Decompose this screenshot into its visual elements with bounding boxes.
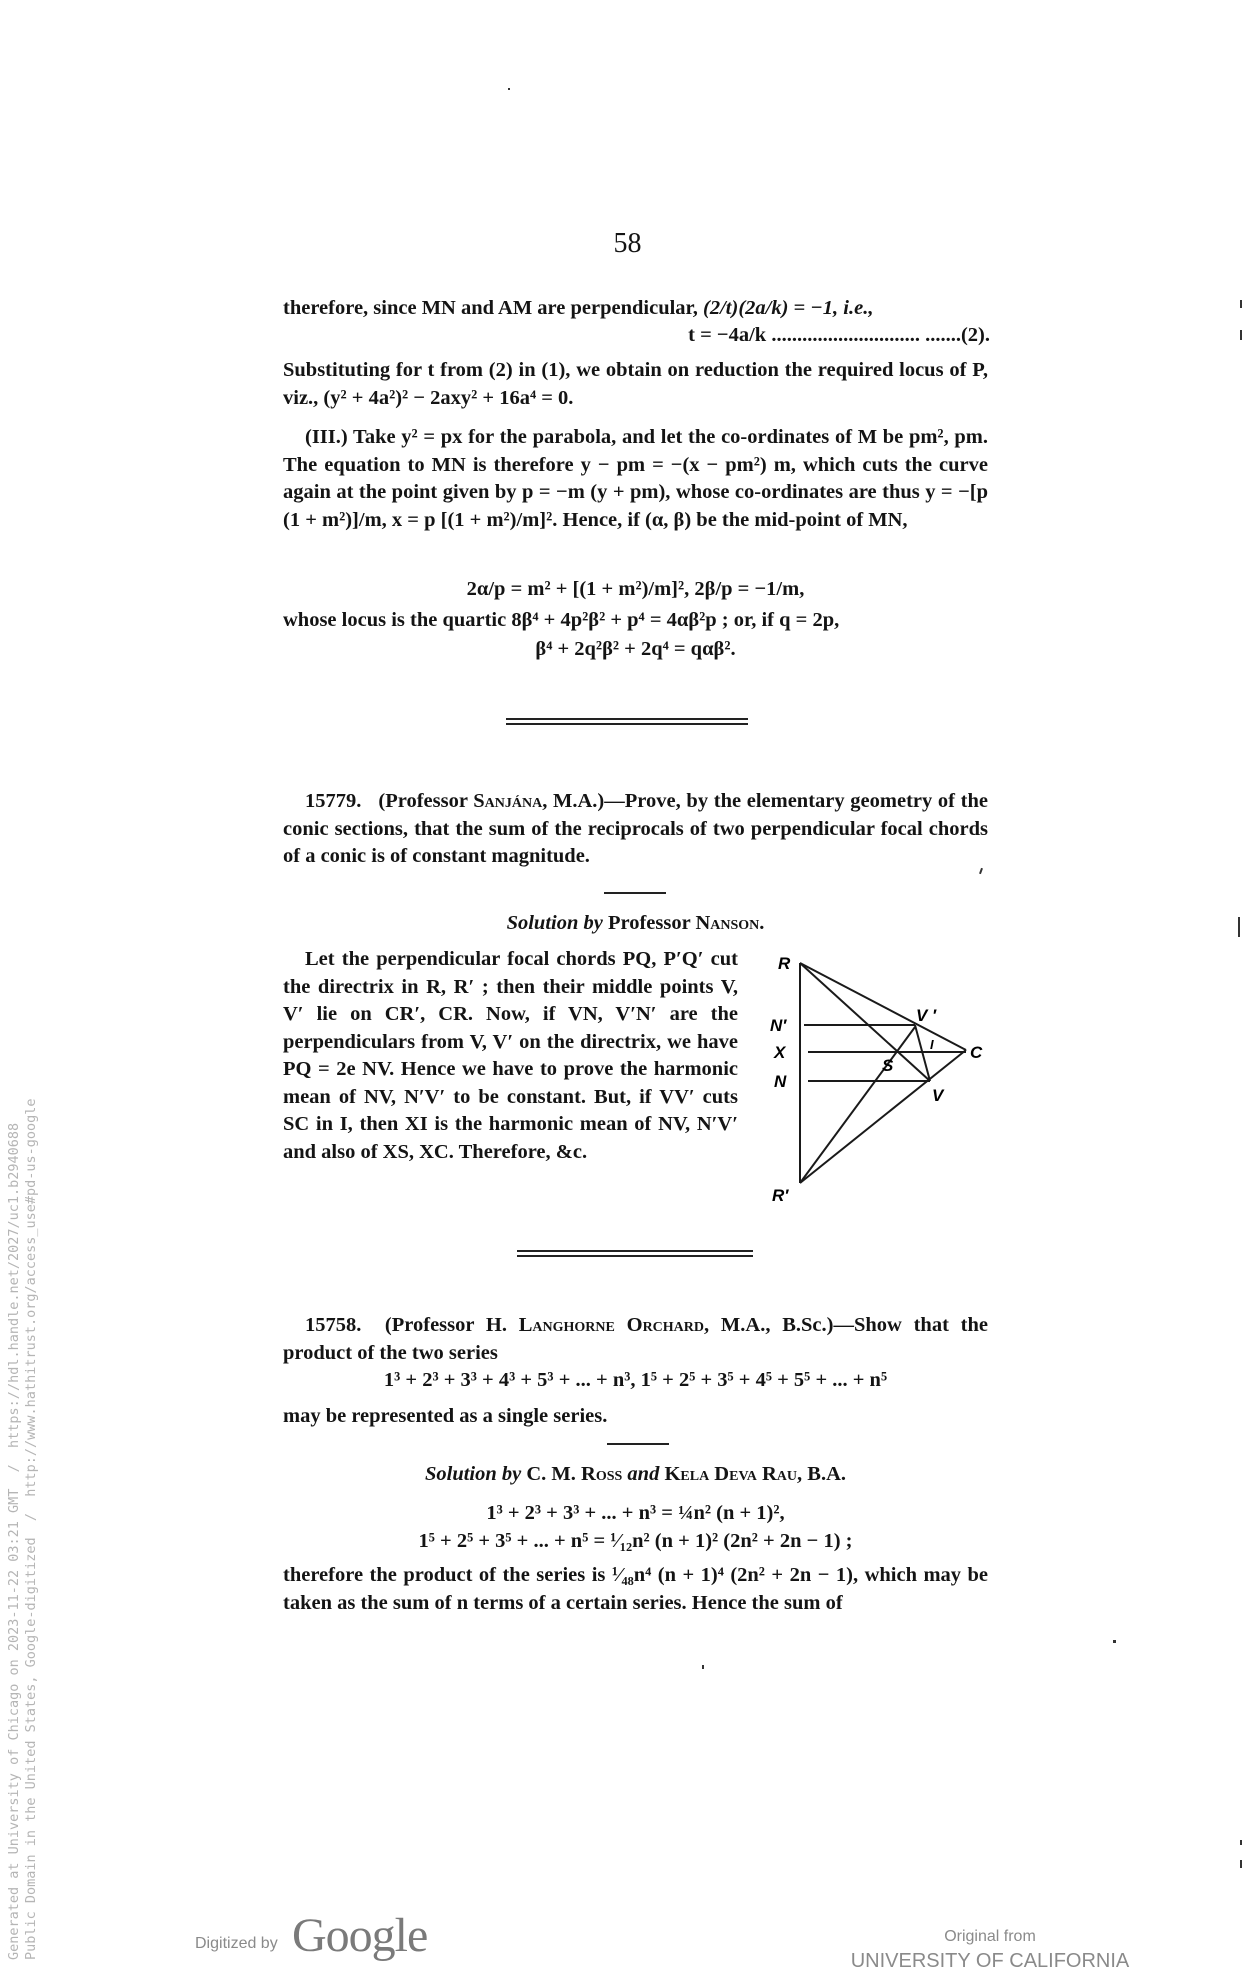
section-divider (506, 718, 748, 725)
equation-2: t = −4a/k ............................. .......(2). (688, 324, 990, 346)
original-from-label: Original from (944, 1928, 1036, 1945)
solution-label: Solution by (506, 912, 603, 934)
equation-quartic: β⁴ + 2q²β² + 2q⁴ = qαβ². (535, 638, 736, 660)
problem-15758-closing: may be represented as a single series. (283, 1405, 608, 1427)
label-S: S (882, 1056, 894, 1075)
text-segment: Professor (602, 912, 696, 934)
equation-midpoint: 2α/p = m² + [(1 + m²)/m]², 2β/p = −1/m, (466, 578, 805, 600)
scan-speck (979, 868, 983, 874)
solution-heading (283, 912, 988, 935)
equation-sum-cubes: 1³ + 2³ + 3³ + ... + n³ = ¼n² (n + 1)², (486, 1502, 785, 1524)
paragraph-quartic: whose locus is the quartic 8β⁴ + 4p²β² + p⁴ = 4αβ²p ; or, if q = 2p, (283, 609, 840, 631)
author-name: Sanjána (473, 790, 543, 812)
text-segment: therefore, since MN and AM are perpendicular, (283, 297, 704, 319)
section-divider (517, 1250, 753, 1257)
label-V-prime: V ′ (916, 1006, 937, 1025)
institution-name: UNIVERSITY OF CALIFORNIA (850, 1950, 1130, 1972)
problem-number: 15779. (305, 790, 362, 812)
label-N-prime: N′ (770, 1016, 787, 1035)
text-and: and (627, 1463, 660, 1485)
equation-inline: (2/t)(2a/k) = −1, (703, 297, 839, 319)
equation-sum-fifths: 1⁵ + 2⁵ + 3⁵ + ... + n⁵ = ¹⁄₁₂n² (n + 1)² (2n² + 2n − 1) ; (418, 1530, 853, 1552)
problem-15758-statement (283, 1312, 988, 1367)
short-divider (604, 892, 666, 894)
solution-author-1: C. M. Ross (521, 1463, 628, 1485)
solution-15779-text: Let the perpendicular focal chords PQ, P′Q′ cut the directrix in R, R′ ; then their middle points V, V′ lie on CR′, CR. Now, if VN, V′N′ are the perpendiculars from V, V′ on the directrix, we have PQ = 2e NV. Hence we have to prove the harmonic mean of NV, N′V′ to be constant. But, if VV′ cuts SC in I, then XI is the harmonic mean of NV, N′V′ and also of XS, XC. Therefore, &c. (283, 948, 738, 1163)
text-segment: , M.A.)—Prove, by the elementary geometry of the conic sections, that the sum of the reciprocals of two perpendicular focal chords of a conic is of constant magnitude. (283, 790, 989, 867)
problem-15779-statement (283, 788, 988, 871)
text-segment: , B.A. (797, 1463, 847, 1485)
label-N: N (774, 1072, 787, 1091)
solution-author: Nanson. (695, 912, 765, 934)
text-segment: (Professor H. (384, 1314, 519, 1336)
solution-author-2: Kela Deva Rau (659, 1463, 798, 1485)
scan-speck (1240, 330, 1242, 340)
label-X: X (774, 1043, 786, 1062)
scan-speck (1113, 1640, 1116, 1643)
line-RC (800, 963, 966, 1050)
scan-speck (1240, 300, 1242, 308)
paragraph-part-iii: (III.) Take y² = px for the parabola, and let the co-ordinates of M be pm², pm. The equation to MN is therefore y − pm = −(x − pm²) m, which cuts the curve again at the point given by p = −m (y + pm), whose co-ordinates are thus y = −[p (1 + m²)]/m, x = p [(1 + m²)/m]². Hence, if (α, β) be the mid-point of MN, (283, 426, 988, 531)
solution-label: Solution by (424, 1463, 522, 1485)
paragraph-substitution: Substituting for t from (2) in (1), we obtain on reduction the required locus of P, viz., (y² + 4a²)² − 2axy² + 16a⁴ = 0. (283, 359, 988, 409)
label-C: C (970, 1043, 983, 1062)
text-segment: , M.A., B.Sc.)—Show that the product of the two series (283, 1314, 988, 1364)
scan-speck (1240, 1840, 1242, 1845)
label-V: V (932, 1086, 944, 1105)
solution-heading (283, 1463, 988, 1486)
digitized-by-label: Digitized by (195, 1935, 278, 1952)
page-number: 58 (613, 228, 642, 259)
label-R: R (778, 954, 791, 973)
label-R-prime: R′ (772, 1186, 789, 1205)
text-segment: (Professor (378, 790, 474, 812)
geometry-figure (770, 945, 1000, 1205)
author-name: Langhorne Orchard (518, 1314, 705, 1336)
text-ie: i.e., (838, 297, 874, 319)
scan-speck (702, 1665, 704, 1669)
short-divider (607, 1443, 669, 1445)
scan-speck (1240, 1860, 1242, 1868)
label-I: I (930, 1037, 934, 1052)
equation-series: 1³ + 2³ + 3³ + 4³ + 5³ + ... + n³, 1⁵ + 2⁵ + 3⁵ + 4⁵ + 5⁵ + ... + n⁵ (383, 1369, 888, 1391)
paragraph-continuation-line1 (283, 295, 988, 323)
watermark-line-2: Public Domain in the United States, Google-digitized / http://www.hathitrust.org/access_use#pd-us-google (23, 1098, 39, 1960)
solution-15758-conclusion: therefore the product of the series is ¹⁄₄₈n⁴ (n + 1)⁴ (2n² + 2n − 1), which may be taken as the sum of n terms of a certain series. Hence the sum of (283, 1564, 988, 1614)
problem-number: 15758. (305, 1314, 362, 1336)
scan-speck (508, 88, 510, 90)
scan-speck (1238, 917, 1240, 937)
watermark-line-1: Generated at University of Chicago on 2023-11-22 03:21 GMT / https://hdl.handle.net/2027/uc1.b2940688 (6, 1122, 22, 1960)
google-logo: Google (292, 1909, 428, 1962)
hathitrust-watermark (6, 1098, 40, 1960)
